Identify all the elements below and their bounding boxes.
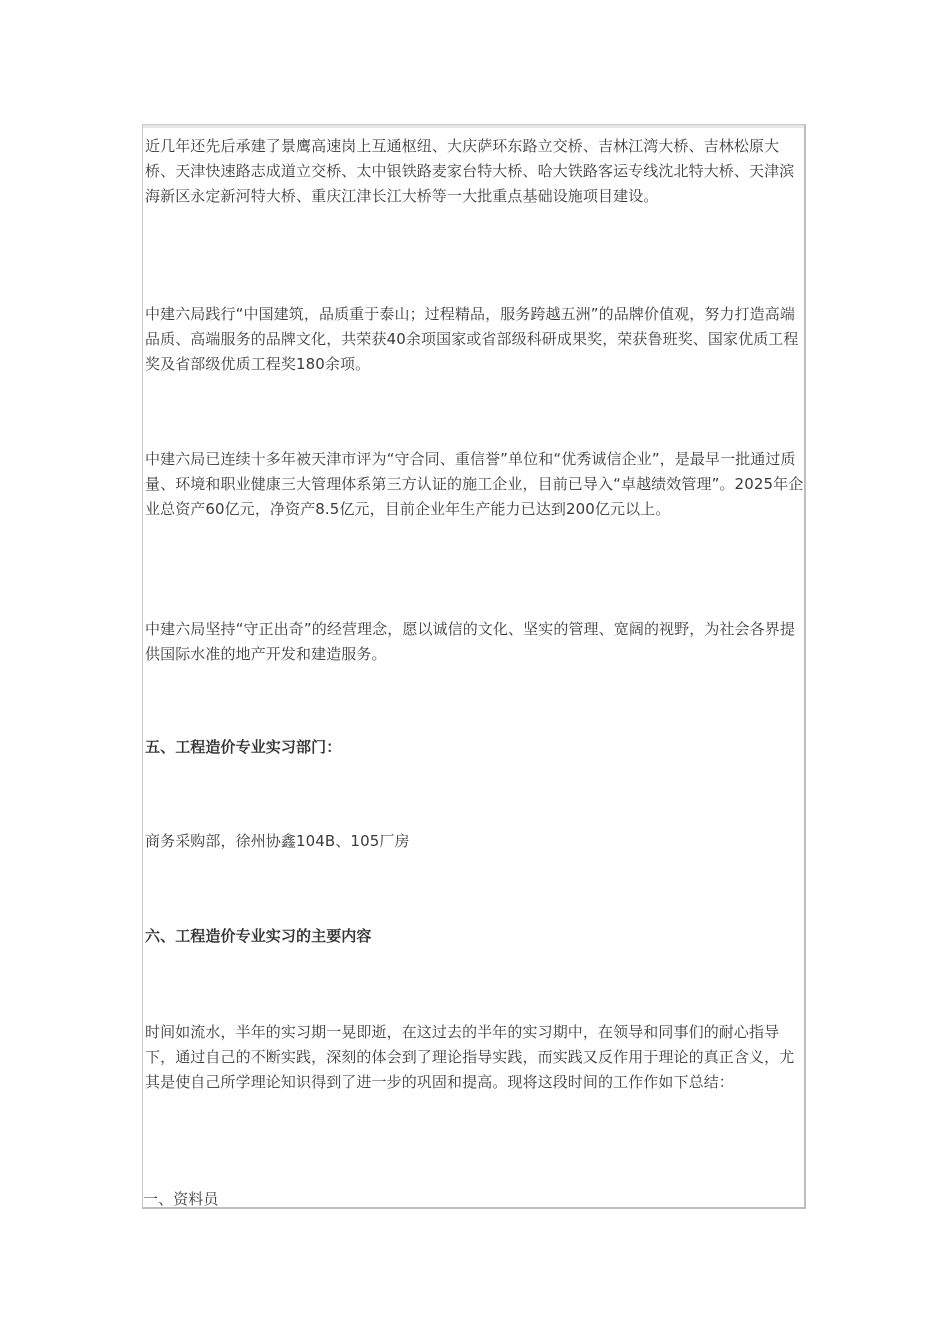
section-heading-department: 五、工程造价专业实习部门：: [145, 738, 342, 756]
paragraph-summary-intro: 时间如流水，半年的实习期一晃即逝，在这过去的半年的实习期中，在领导和同事们的耐心指导下，通过自己的不断实践，深刻的体会到了理论指导实践，而实践又反作用于理论的真正含义，尤其是使自己所学理论知识得到了进一步的巩固和提高。现将这段时间的工作作如下总结：: [145, 1023, 795, 1091]
paragraph-department: 商务采购部，徐州协鑫104B、105厂房: [145, 832, 410, 850]
subheading-document-clerk: 一、资料员: [143, 1190, 219, 1208]
paragraph-philosophy: 中建六局坚持“守正出奇”的经营理念，愿以诚信的文化、坚实的管理、宽阔的视野，为社会各界提供国际水准的地产开发和建造服务。: [145, 620, 795, 663]
paragraph-reputation: 中建六局已连续十多年被天津市评为“守合同、重信誉”单位和“优秀诚信企业”，是最早一批通过质量、环境和职业健康三大管理体系第三方认证的施工企业，目前已导入“卓越绩效管理”。2025年企业总资产60亿元，净资产8.5亿元，目前企业年生产能力已达到200亿元以上。: [145, 450, 804, 518]
paragraph-projects: 近几年还先后承建了景鹰高速岗上互通枢纽、大庆萨环东路立交桥、吉林江湾大桥、吉林松原大桥、天津快速路志成道立交桥、太中银铁路麦家台特大桥、哈大铁路客运专线沈北特大桥、天津滨海新区永定新河特大桥、重庆江津长江大桥等一大批重点基础设施项目建设。: [145, 137, 795, 205]
paragraph-brand-values: 中建六局践行“中国建筑，品质重于泰山；过程精品，服务跨越五洲”的品牌价值观，努力打造高端品质、高端服务的品牌文化，共荣获40余项国家或省部级科研成果奖，荣获鲁班奖、国家优质工程奖及省部级优质工程奖180余项。: [145, 305, 799, 373]
section-heading-main-content: 六、工程造价专业实习的主要内容: [145, 927, 372, 945]
